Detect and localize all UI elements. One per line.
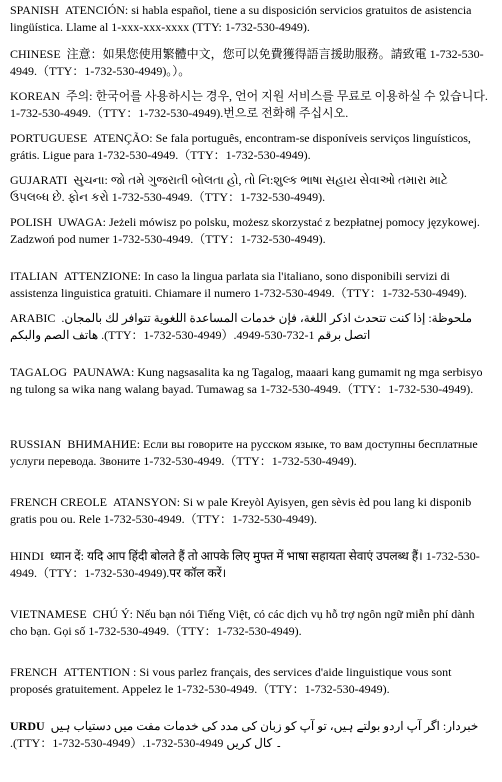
notice-text: ध्यान दें: यदि आप हिंदी बोलते हैं तो आपके लिए मुफ्त में भाषा सहायता सेवाएं उपलब्ध हैं। 1-732-530-4949.（TTY：1-732-530-4949).पर कॉल करें। <box>10 549 480 580</box>
language-label: ARABIC <box>10 311 56 325</box>
language-label: CHINESE <box>10 47 61 61</box>
notice-gujarati <box>10 172 488 206</box>
notice-text: ملحوظة: إذا كنت تتحدث اذكر اللغة، فإن خدمات المساعدة اللغوية تتوافر لك بالمجان. اتصل برقم 1-732-530-4949.（TTY：1-732-530-4949). هاتف الصم والبكم <box>10 311 472 342</box>
notice-text: 주의: 한국어를 사용하시는 경우, 언어 지원 서비스를 무료로 이용하실 수 있습니다. 1-732-530-4949.（TTY：1-732-530-4949).번으로 전화해 주십시오. <box>10 89 488 120</box>
language-label: KOREAN <box>10 89 60 103</box>
notice-tagalog <box>10 364 488 398</box>
language-label: FRENCH <box>10 665 58 679</box>
notice-hindi <box>10 548 488 582</box>
notice-spanish <box>10 2 488 36</box>
language-label: TAGALOG <box>10 365 68 379</box>
language-label: ITALIAN <box>10 269 58 283</box>
notice-text: خبردار: اگر آپ اردو بولتے ہیں، تو آپ کو زبان کی مدد کی خدمات مفت میں دستیاب ہیں ۔ کال کریں 4949-530-732-1.（TTY：1-732-530-4949). <box>10 719 479 750</box>
notice-text: ATANSYON: Si w pale Kreyòl Ayisyen, gen sèvis èd pou lang ki disponib gratis pou ou. Rele 1-732-530-4949.（TTY：1-732-530-4949). <box>10 495 472 526</box>
language-label: FRENCH CREOLE <box>10 495 108 509</box>
language-label: SPANISH <box>10 3 59 17</box>
notice-text: ATENÇÃO: Se fala português, encontram-se disponíveis serviços linguísticos, grátis. Ligue para 1-732-530-4949.（TTY：1-732-530-4949). <box>10 131 471 162</box>
notice-text: ATTENZIONE: In caso la lingua parlata sia l'italiano, sono disponibili servizi di assistenza linguistica gratuiti. Chiamare il numero 1-732-530-4949.（TTY：1-732-530-4949). <box>10 269 467 300</box>
notice-text: સુચના: જો તમે ગુજરાતી બોલતા હો, તો નિ:શુલ્ક ભાષા સહાય સેવાઓ તમારા માટે ઉપલબ્ધ છે. ફોન કરો 1-732-530-4949.（TTY：1-732-530-4949). <box>10 173 448 204</box>
language-label: VIETNAMESE <box>10 607 87 621</box>
notice-text: ВНИМАНИЕ: Если вы говорите на русском языке, то вам доступны бесплатные услуги перевода. Звоните 1-732-530-4949.（TTY：1-732-530-4949). <box>10 437 478 468</box>
notice-korean <box>10 88 488 122</box>
notice-text: UWAGA: Jeżeli mówisz po polsku, możesz skorzystać z bezpłatnej pomocy językowej. Zadzwoń pod numer 1-732-530-4949.（TTY：1-732-530-4949). <box>10 215 480 246</box>
language-label: RUSSIAN <box>10 437 62 451</box>
language-label: PORTUGUESE <box>10 131 88 145</box>
language-label: URDU <box>10 719 45 733</box>
notice-italian <box>10 268 488 302</box>
notice-french-creole <box>10 494 488 528</box>
language-label: POLISH <box>10 215 53 229</box>
notice-urdu <box>10 718 488 752</box>
notice-polish <box>10 214 488 248</box>
notice-portuguese <box>10 130 488 164</box>
language-label: GUJARATI <box>10 173 68 187</box>
notice-text: CHÚ Ý: Nếu bạn nói Tiếng Việt, có các dịch vụ hỗ trợ ngôn ngữ miễn phí dành cho bạn. Gọi số 1-732-530-4949.（TTY：1-732-530-4949). <box>10 607 475 638</box>
notice-arabic <box>10 310 488 344</box>
notice-text: ATTENTION : Si vous parlez français, des services d'aide linguistique vous sont proposés gratuitement. Appelez le 1-732-530-4949.（TTY：1-732-530-4949). <box>10 665 452 696</box>
notice-russian <box>10 436 488 470</box>
notice-text: ATENCIÓN: si habla español, tiene a su disposición servicios gratuitos de asistencia lingüística. Llame al 1-xxx-xxx-xxxx (TTY: 1-732-530-4949). <box>10 3 472 34</box>
language-label: HINDI <box>10 549 44 563</box>
notice-chinese <box>10 46 488 80</box>
notice-french <box>10 664 488 698</box>
notice-text: 注意：如果您使用繁體中文，您可以免費獲得語言援助服務。請致電 1-732-530-4949.（TTY：1-732-530-4949)。）。 <box>10 47 484 78</box>
notice-vietnamese <box>10 606 488 640</box>
notice-text: PAUNAWA: Kung nagsasalita ka ng Tagalog, maaari kang gumamit ng mga serbisyo ng tulong sa wika nang walang bayad. Tumawag sa 1-732-530-4949.（TTY：1-732-530-4949). <box>10 365 483 396</box>
